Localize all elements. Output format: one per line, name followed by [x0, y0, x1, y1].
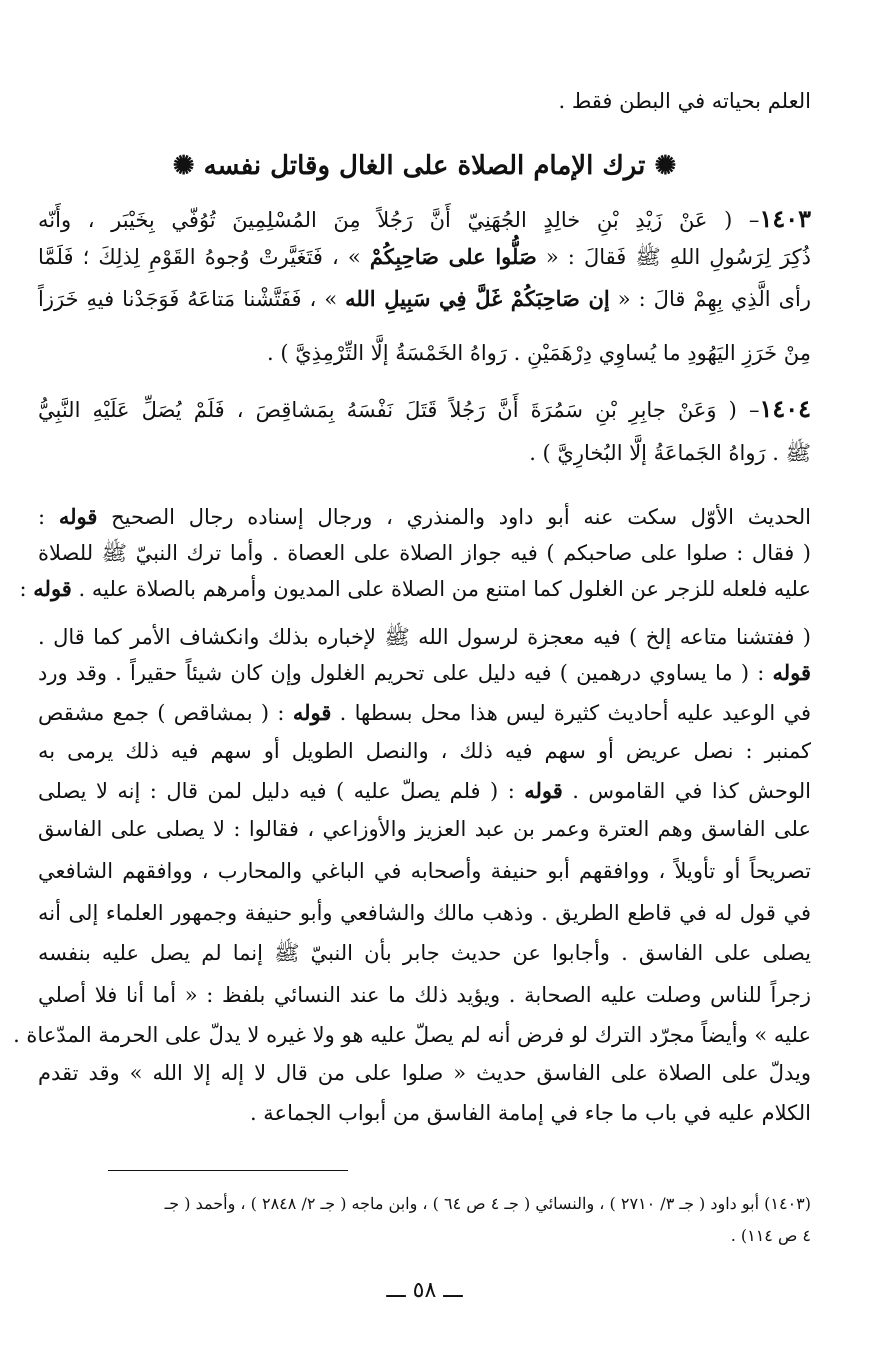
commentary-line-1: الحديث الأوّل سكت عنه أبو داود والمنذري ، ورجال إسناده رجال الصحيح قوله :	[38, 504, 811, 529]
page-body	[13, 0, 812, 1364]
commentary-line-11: في قول له في قاطع الطريق . وذهب مالك والشافعي وأبو حنيفة وجمهور العلماء إلى أنه	[38, 901, 811, 925]
footnote-line-1: (١٤٠٣) أبو داود ( جـ ٣/ ٢٧١٠ ) ، والنسائي ( جـ ٤ ص ٦٤ ) ، وابن ماجه ( جـ ٢/ ٢٨٤٨ ) ، وأحمد ( جـ	[164, 1194, 811, 1213]
hadith-number: ١٤٠٣	[759, 204, 811, 233]
hadith-1404-line-1: ١٤٠٤– ( وَعَنْ جابِرِ بْنِ سَمُرَةَ أَنَّ رَجُلاً قَتَلَ نَفْسَهُ بِمَشاقِصَ ، فَلَمْ يُصَلِّ عَلَيْهِ النَّبِيُّ	[38, 394, 811, 423]
commentary-line-10: تصريحاً أو تأويلاً ، ووافقهم أبو حنيفة وأصحابه في الباغي والمحارب ، ووافقهم الشافعي	[38, 859, 811, 883]
hadith-1404-line-2: ﷺ . رَواهُ الجَماعَةُ إلَّا البُخارِيَّ ) .	[529, 441, 811, 465]
footnote-line-2: ٤ ص ١١٤) .	[730, 1226, 811, 1245]
star-ornament-icon: ✺	[172, 151, 195, 181]
hadith-1403-line-4: مِنْ خَرَزِ اليَهُودِ ما يُساوِي دِرْهَمَيْنِ . رَواهُ الخَمْسَةُ إلَّا التِّرْمِذِيَّ ) .	[267, 341, 811, 365]
hadith-1403-line-3: رأى الَّذِي بِهِمْ قالَ : « إن صَاحِبَكُمْ غَلَّ فِي سَبِيلِ الله » ، فَفَتَّشْنا مَتاعَهُ فَوَجَدْنا فيهِ خَرَزاً	[38, 286, 811, 311]
commentary-line-13: زجراً للناس وصلت عليه الصحابة . ويؤيد ذلك ما عند النسائي بلفظ : « أما أنا فلا أصلي	[38, 983, 811, 1007]
commentary-line-8: الوحش كذا في القاموس . قوله : ( فلم يصلّ عليه ) فيه دليل لمن قال : إنه لا يصلى	[38, 778, 811, 803]
section-title: ترك الإمام الصلاة على الغال وقاتل نفسه	[203, 151, 646, 181]
commentary-line-9: على الفاسق وهم العترة وعمر بن عبد العزيز والأوزاعي ، فقالوا : لا يصلى على الفاسق	[38, 817, 811, 841]
commentary-line-4: ( ففتشنا متاعه إلخ ) فيه معجزة لرسول الله ﷺ لإخباره بذلك وانكشاف الأمر كما قال .	[38, 625, 811, 649]
quote-bold: إن صَاحِبَكُمْ غَلَّ فِي سَبِيلِ الله	[345, 286, 610, 311]
commentary-line-16: الكلام عليه في باب ما جاء في إمامة الفاسق من أبواب الجماعة .	[249, 1101, 811, 1125]
footnote-divider	[108, 1170, 348, 1171]
commentary-line-15: ويدلّ على الصلاة على الفاسق حديث « صلوا على من قال لا إله إلا الله » وقد تقدم	[38, 1061, 811, 1085]
hadith-1403-line-2: ذُكِرَ لِرَسُولِ اللهِ ﷺ فَقالَ : « صَلُّوا على صَاحِبِكُمْ » ، فَتَغَيَّرتْ وُجوهُ القَوْمِ لِذلِكَ ؛ فَلَمَّا	[38, 244, 811, 269]
carryover-line: العلم بحياته في البطن فقط .	[558, 89, 811, 113]
page-number: ـــ ٥٨ ـــ	[386, 1278, 463, 1303]
commentary-line-5: قوله : ( ما يساوي درهمين ) فيه دليل على تحريم الغلول وإن كان شيئاً حقيراً . وقد ورد	[38, 660, 811, 685]
star-ornament-icon: ✺	[654, 151, 677, 181]
quote-bold: صَلُّوا على صَاحِبِكُمْ	[369, 244, 537, 269]
commentary-line-2: ( فقال : صلوا على صاحبكم ) فيه جواز الصلاة على العصاة . وأما ترك النبيّ ﷺ للصلاة	[38, 541, 811, 565]
commentary-line-6: في الوعيد عليه أحاديث كثيرة ليس هذا محل بسطها . قوله : ( بمشاقص ) جمع مشقص	[38, 700, 812, 725]
commentary-line-12: يصلى على الفاسق . وأجابوا عن حديث جابر بأن النبيّ ﷺ إنما لم يصل عليه بنفسه	[38, 941, 811, 965]
commentary-line-14: عليه » وأيضاً مجرّد الترك لو فرض أنه لم يصلّ عليه هو ولا غيره لا يدلّ على الحرمة المدّعاة .	[13, 1023, 811, 1047]
hadith-number: ١٤٠٤	[759, 394, 811, 423]
commentary-line-7: كمنبر : نصل عريض أو سهم فيه ذلك ، والنصل الطويل أو سهم فيه ذلك يرمى به	[38, 739, 811, 763]
hadith-1403-line-1: ١٤٠٣– ( عَنْ زَيْدِ بْنِ خالِدٍ الجُهَنِيّ أَنَّ رَجُلاً مِنَ المُسْلِمِينَ تُوُفّي بِخَيْبَر ، وأَنّه	[38, 204, 811, 233]
commentary-line-3: عليه فلعله للزجر عن الغلول كما امتنع من الصلاة على المديون وأمرهم بالصلاة عليه . قوله :	[19, 576, 811, 601]
section-heading	[38, 148, 811, 184]
